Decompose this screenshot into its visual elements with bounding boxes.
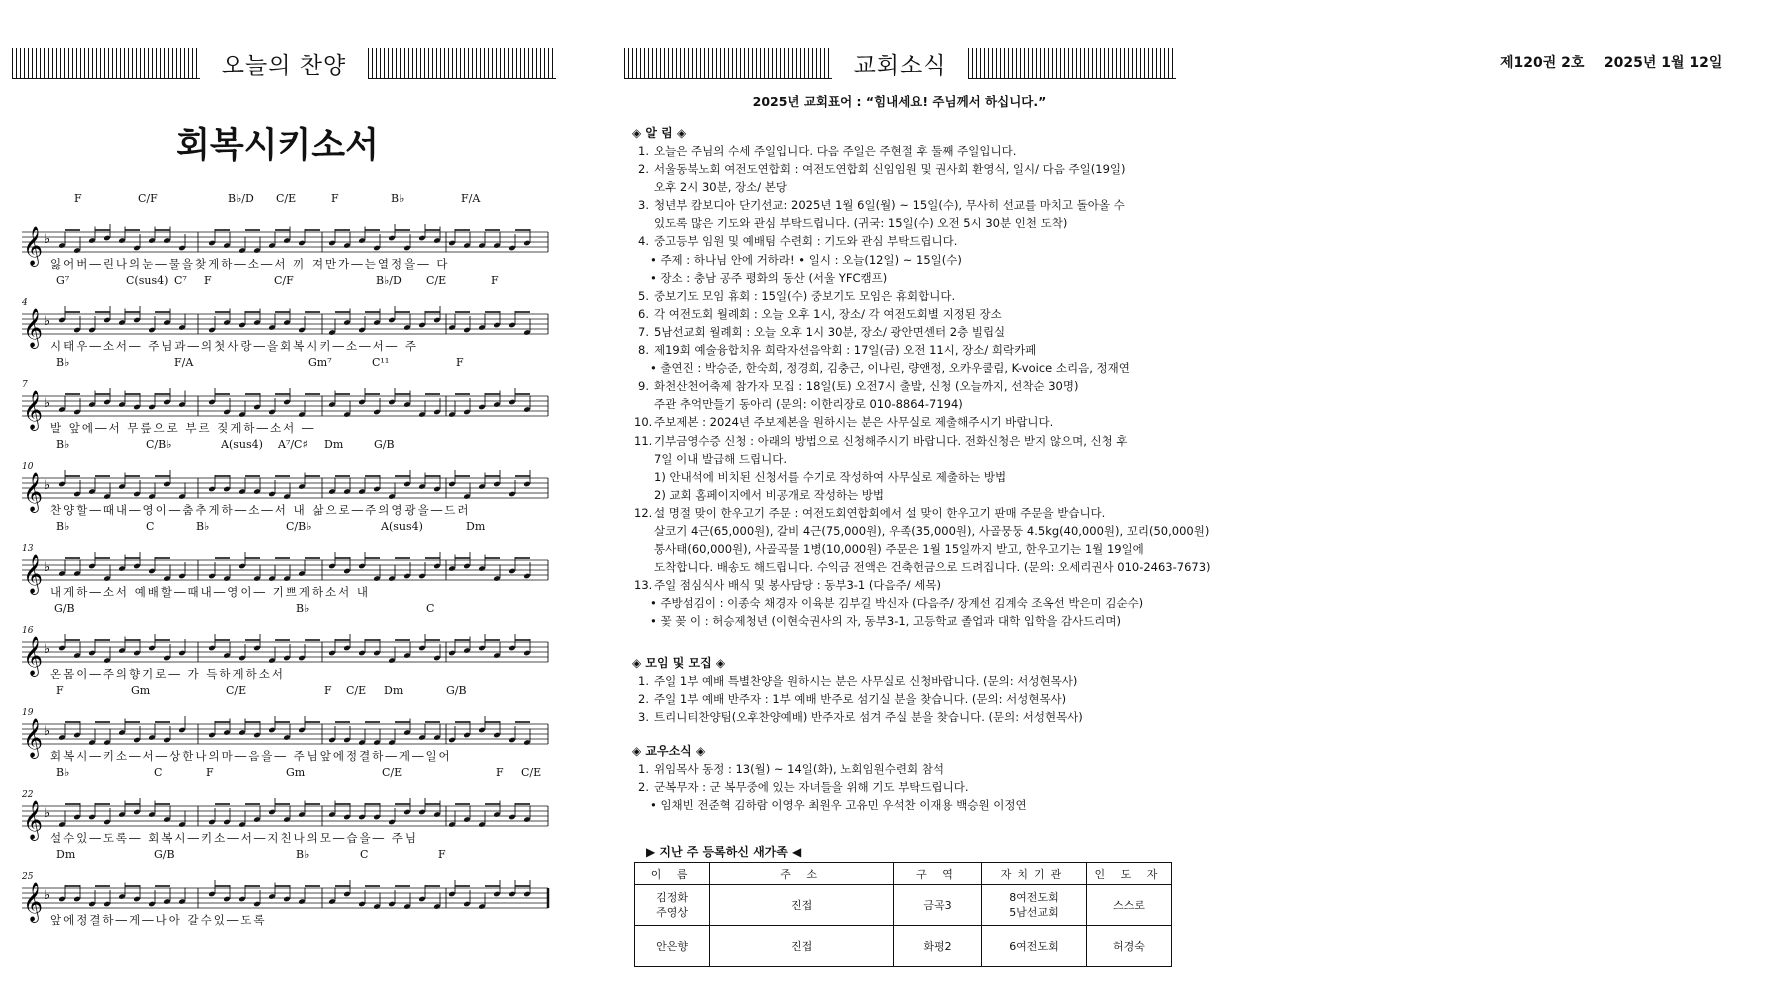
notice-item xyxy=(634,377,1194,395)
gather-number: 3. xyxy=(638,710,649,725)
notice-number: 10. xyxy=(634,415,653,430)
member-text: 위임목사 동정 : 13(월) ~ 14일(화), 노회임원수련회 참석 xyxy=(654,762,944,776)
notice-item xyxy=(634,341,1194,359)
chord-label: A(sus4) xyxy=(381,520,423,533)
notice-text: 5남선교회 월례회 : 오늘 오후 1시 30분, 장소/ 광안면센터 2층 빌립실 xyxy=(654,324,1006,339)
score-line xyxy=(22,766,550,870)
notice-text: 제19회 예술융합치유 희락자선음악회 : 17일(금) 오전 11시, 장소/ 희락카페 xyxy=(654,343,1037,358)
header-todays-hymn-label: 오늘의 찬양 xyxy=(200,47,368,80)
chord-label: C/E xyxy=(226,684,247,697)
measure-number: 16 xyxy=(22,626,34,636)
notice-text: 설 명절 맞이 한우고기 주문 : 여전도회연합회에서 설 맞이 한우고기 판매 주문을 받습니다. xyxy=(654,505,1106,520)
lyric-line: 잃어버―린나의눈―물을찾게하―소―서 끼 져만가―는열정을― 다 xyxy=(50,257,450,271)
chord-label: B♭ xyxy=(56,356,70,369)
chord-label: Gm xyxy=(131,684,151,697)
notice-item xyxy=(634,576,1194,594)
chord-label: G/B xyxy=(446,684,467,697)
gather-list xyxy=(634,672,1194,726)
notice-item: • 출연진 : 박승준, 한숙희, 정경희, 김충근, 이나린, 량앤정, 오카우쿨림, K-voice 소리음, 정재연 xyxy=(650,361,1130,376)
notice-item xyxy=(634,323,1194,341)
notice-number: 8. xyxy=(638,343,649,358)
measure-number: 25 xyxy=(22,872,34,882)
treble-clef-icon: 𝄞 xyxy=(23,390,44,430)
notice-item xyxy=(634,160,1194,178)
flat-key-icon: ♭ xyxy=(44,724,51,739)
register-header-cell: 인 도 자 xyxy=(1086,863,1171,885)
treble-clef-icon: 𝄞 xyxy=(23,308,44,348)
treble-clef-icon: 𝄞 xyxy=(23,718,44,758)
hymn-title: 회복시키소서 xyxy=(176,126,379,166)
chord-label: Dm xyxy=(384,684,404,697)
notice-item: • 주방섬김이 : 이종숙 채경자 이육분 김부길 박신자 (다음주/ 장계선 김계숙 조옥선 박은미 김순수) xyxy=(650,596,1144,611)
chord-label: B♭ xyxy=(391,192,405,205)
chord-label: C⁷ xyxy=(174,274,187,287)
notices-title: ◈ 알 림 ◈ xyxy=(632,126,687,140)
gather-item xyxy=(634,690,1194,708)
notice-text: 서울동북노회 여전도연합회 : 여전도연합회 신임임원 및 권사회 환영식, 일시/ 다음 주일(19일) xyxy=(654,162,1126,177)
notice-number: 9. xyxy=(638,379,649,394)
notice-item xyxy=(634,287,1194,305)
register-row xyxy=(635,926,1172,967)
notice-number: 7. xyxy=(638,324,649,339)
register-cell: 허경숙 xyxy=(1086,926,1171,967)
notice-item xyxy=(634,142,1194,160)
register-cell: 화평2 xyxy=(893,926,981,967)
chord-label: B♭ xyxy=(296,602,310,615)
chord-label: C(sus4) xyxy=(126,274,169,287)
notice-item xyxy=(634,413,1194,431)
gather-title: ◈ 모임 및 모집 ◈ xyxy=(632,656,726,670)
chord-label: F xyxy=(74,192,82,205)
treble-clef-icon: 𝄞 xyxy=(23,472,44,512)
church-motto: 2025년 교회표어 : “힘내세요! 주님께서 하십니다.” xyxy=(752,94,1047,109)
lyric-line: 회복시―키소―서―상한나의마―음을― 주님앞에정결하―게―일어 xyxy=(50,749,452,763)
notice-number: 4. xyxy=(638,234,649,249)
notice-item: 통사태(60,000원), 사골곡물 1병(10,000원) 주문은 1월 15일까지 받고, 한우고기는 1월 19일에 xyxy=(654,542,1144,557)
flat-key-icon: ♭ xyxy=(44,560,51,575)
notice-number: 5. xyxy=(638,288,649,303)
lyric-line: 시태우―소서― 주님과―의첫사랑―을회복시키―소―서― 주 xyxy=(50,339,418,353)
flat-key-icon: ♭ xyxy=(44,642,51,657)
flat-key-icon: ♭ xyxy=(44,888,51,903)
treble-clef-icon: 𝄞 xyxy=(23,226,44,266)
flat-key-icon: ♭ xyxy=(44,396,51,411)
register-header-row xyxy=(635,863,1172,885)
notices-list xyxy=(634,142,1211,631)
chord-label: C/B♭ xyxy=(286,520,312,533)
notice-text: 중보기도 모임 휴회 : 15일(수) 중보기도 모임은 휴회합니다. xyxy=(654,288,956,303)
lyric-line: 발 앞에―서 무릎으로 부르 짖게하―소서 ― xyxy=(50,421,316,435)
measure-number: 19 xyxy=(22,708,34,718)
members-list xyxy=(634,760,1194,814)
chord-label: F xyxy=(204,274,212,287)
header-todays-hymn xyxy=(12,48,556,79)
notice-item: • 꽃 꽂 이 : 허승제청년 (이현숙권사의 자, 동부3-1, 고등학교 졸업과 대학 입학을 감사드리며) xyxy=(650,614,1121,629)
chord-label: C/F xyxy=(274,274,294,287)
register-cell: 스스로 xyxy=(1086,885,1171,926)
chord-label: C/E xyxy=(382,766,403,779)
issue-info: 제120권 2호 2025년 1월 12일 xyxy=(1500,55,1723,71)
notice-text: 청년부 캄보디아 단기선교: 2025년 1월 6일(월) ~ 15일(수), 무사히 선교를 마치고 돌아올 수 xyxy=(654,198,1125,213)
lyric-line: 설수있―도록― 회복시―키소―서―지친나의모―습을― 주님 xyxy=(50,831,418,845)
notice-item: 도착합니다. 배송도 해드립니다. 수익금 전액은 건축헌금으로 드려집니다. (문의: 오세리권사 010-2463-7673) xyxy=(654,560,1211,575)
chord-label: C xyxy=(426,602,435,615)
score-line xyxy=(22,520,550,624)
lyric-line: 온몸이―주의향기로― 가 득하게하소서 xyxy=(50,667,285,681)
notice-number: 13. xyxy=(634,578,653,593)
gather-item xyxy=(634,708,1194,726)
notice-text: 중고등부 임원 및 예배팀 수련회 : 기도와 관심 부탁드립니다. xyxy=(654,234,958,249)
register-title: ▶ 지난 주 등록하신 새가족 ◀ xyxy=(646,845,802,859)
register-cell: 안은향 xyxy=(635,926,710,967)
flat-key-icon: ♭ xyxy=(44,314,51,329)
gather-number: 2. xyxy=(638,692,649,707)
chord-label: A(sus4) xyxy=(221,438,263,451)
gather-item xyxy=(634,672,1194,690)
chord-label: F/A xyxy=(174,356,194,369)
gather-text: 주일 1부 예배 특별찬양을 원하시는 분은 사무실로 신청바랍니다. (문의: 서성현목사) xyxy=(654,674,1078,688)
chord-label: F xyxy=(491,274,499,287)
lyric-line: 앞에정결하―게―나아 갈수있―도록 xyxy=(50,913,267,927)
notice-item: 오후 2시 30분, 장소/ 본당 xyxy=(654,180,787,195)
register-cell: 김정화 주영상 xyxy=(635,885,710,926)
member-number: 1. xyxy=(638,762,649,776)
chord-label: F xyxy=(496,766,504,779)
chord-label: C/B♭ xyxy=(146,438,172,451)
chord-label: F xyxy=(56,684,64,697)
gather-number: 1. xyxy=(638,674,649,688)
notice-text: 주일 점심식사 배식 및 봉사담당 : 동부3-1 (다음주/ 세목) xyxy=(654,578,941,593)
chord-label: C/E xyxy=(346,684,367,697)
lyric-line: 찬양할―때내―영이―춤추게하―소―서 내 삶으로―주의영광을―드러 xyxy=(50,503,471,517)
notice-item xyxy=(634,232,1194,250)
register-cell: 6여전도회 xyxy=(982,926,1087,967)
notice-item: 1) 안내석에 비치된 신청서를 수기로 작성하여 사무실로 제출하는 방법 xyxy=(654,469,1007,484)
measure-number: 10 xyxy=(22,462,34,472)
chord-label: C xyxy=(154,766,163,779)
lyric-line: 내게하―소서 예배할―때내―영이― 기쁘게하소서 내 xyxy=(50,585,371,599)
flat-key-icon: ♭ xyxy=(44,232,51,247)
chord-label: C/E xyxy=(426,274,447,287)
treble-clef-icon: 𝄞 xyxy=(23,554,44,594)
score-line xyxy=(22,848,550,952)
members-title: ◈ 교우소식 ◈ xyxy=(632,744,706,758)
notice-item: 주관 추억만들기 동아리 (문의: 이한리장로 010-8864-7194) xyxy=(654,397,963,412)
chord-label: A⁷/C♯ xyxy=(278,438,308,451)
chord-label: C/F xyxy=(138,192,158,205)
measure-number: 22 xyxy=(22,790,34,800)
notice-item xyxy=(634,432,1194,450)
chord-label: Dm xyxy=(56,848,76,861)
register-table xyxy=(634,862,1172,967)
chord-label: Dm xyxy=(466,520,486,533)
notice-item xyxy=(634,196,1194,214)
notice-number: 11. xyxy=(634,433,653,448)
notice-item: 있도록 많은 기도와 관심 부탁드립니다. (귀국: 15일(수) 오전 5시 30분 인천 도착) xyxy=(654,216,1068,231)
treble-clef-icon: 𝄞 xyxy=(23,636,44,676)
chord-label: C/E xyxy=(276,192,297,205)
flat-key-icon: ♭ xyxy=(44,806,51,821)
notice-item: 2) 교회 홈페이지에서 비공개로 작성하는 방법 xyxy=(654,487,885,502)
measure-number: 4 xyxy=(22,298,28,308)
register-cell: 8여전도회 5남선교회 xyxy=(982,885,1087,926)
notice-text: 기부금영수증 신청 : 아래의 방법으로 신청해주시기 바랍니다. 전화신청은 받지 않으며, 신청 후 xyxy=(654,433,1128,448)
register-row xyxy=(635,885,1172,926)
register-cell: 진접 xyxy=(710,926,894,967)
member-item: • 임채빈 전준혁 김하람 이영우 최원우 고유민 우석찬 이재용 백승원 이정연 xyxy=(650,798,1027,813)
treble-clef-icon: 𝄞 xyxy=(23,800,44,840)
register-cell: 진접 xyxy=(710,885,894,926)
chord-label: B♭ xyxy=(296,848,310,861)
chord-label: F xyxy=(456,356,464,369)
notice-number: 2. xyxy=(638,162,649,177)
chord-label: G/B xyxy=(154,848,175,861)
member-item xyxy=(634,760,1194,778)
chord-label: C/E xyxy=(521,766,542,779)
chord-label: B♭ xyxy=(56,520,70,533)
chord-label: G⁷ xyxy=(56,274,70,287)
member-item xyxy=(634,778,1194,796)
chord-label: F xyxy=(324,684,332,697)
register-header-cell: 자치기관 xyxy=(982,863,1087,885)
chord-label: B♭/D xyxy=(228,192,254,205)
treble-clef-icon: 𝄞 xyxy=(23,882,44,922)
measure-number: 7 xyxy=(22,380,28,390)
chord-label: B♭ xyxy=(196,520,210,533)
score-line xyxy=(22,602,550,706)
member-number: 2. xyxy=(638,780,649,795)
notice-item: 살코기 4근(65,000원), 갈비 4근(75,000원), 우족(35,000원), 사골뭉둥 4.5kg(40,000원), 꼬리(50,000원) xyxy=(654,523,1210,538)
notice-item: • 주제 : 하나님 안에 거하라! • 일시 : 오늘(12일) ~ 15일(수) xyxy=(650,252,962,267)
chord-label: C¹¹ xyxy=(372,356,390,369)
register-cell: 금곡3 xyxy=(893,885,981,926)
measure-number: 13 xyxy=(22,544,34,554)
notice-text: 오늘은 주님의 수세 주일입니다. 다음 주일은 주현절 후 둘째 주일입니다. xyxy=(654,144,1017,158)
chord-label: Gm⁷ xyxy=(308,356,332,369)
chord-label: G/B xyxy=(54,602,75,615)
flat-key-icon: ♭ xyxy=(44,478,51,493)
chord-label: F xyxy=(206,766,214,779)
notice-item: 7일 이내 발급해 드립니다. xyxy=(654,451,788,466)
notice-item xyxy=(634,504,1194,522)
chord-label: F xyxy=(331,192,339,205)
gather-text: 트리니티찬양팀(오후찬양예배) 반주자로 섬겨 주실 분을 찾습니다. (문의: 서성현목사) xyxy=(654,710,1083,725)
chord-label: B♭ xyxy=(56,438,70,451)
register-header-cell: 구 역 xyxy=(893,863,981,885)
chord-label: F/A xyxy=(461,192,481,205)
gather-text: 주일 1부 예배 반주자 : 1부 예배 반주로 섬기실 분을 찾습니다. (문의: 서성현목사) xyxy=(654,692,1067,707)
header-church-news xyxy=(624,48,1176,79)
notice-item xyxy=(634,305,1194,323)
register-header-cell: 이 름 xyxy=(635,863,710,885)
chord-label: Dm xyxy=(324,438,344,451)
notice-item: • 장소 : 충남 공주 평화의 동산 (서울 YFC캠프) xyxy=(650,270,888,285)
notice-number: 3. xyxy=(638,198,649,213)
score-line xyxy=(22,274,550,378)
chord-label: C xyxy=(360,848,369,861)
chord-label: B♭ xyxy=(56,766,70,779)
member-text: 군복무자 : 군 복무중에 있는 자녀들을 위해 기도 부탁드립니다. xyxy=(654,780,969,795)
notice-number: 6. xyxy=(638,306,649,321)
chord-label: Gm xyxy=(286,766,306,779)
chord-label: F xyxy=(438,848,446,861)
notice-number: 1. xyxy=(638,144,649,158)
register-header-cell: 주 소 xyxy=(710,863,894,885)
chord-label: G/B xyxy=(374,438,395,451)
notice-number: 12. xyxy=(634,505,653,520)
notice-text: 주보제본 : 2024년 주보제본을 원하시는 분은 사무실로 제출해주시기 바랍니다. xyxy=(654,415,1054,430)
notice-text: 화천산천어축제 참가자 모집 : 18일(토) 오전7시 출발, 신청 (오늘까지, 선착순 30명) xyxy=(654,379,1079,394)
header-church-news-label: 교회소식 xyxy=(832,47,969,80)
chord-label: B♭/D xyxy=(376,274,402,287)
notice-text: 각 여전도회 월례회 : 오늘 오후 1시, 장소/ 각 여전도회별 지정된 장소 xyxy=(654,306,1002,321)
chord-label: C xyxy=(146,520,155,533)
